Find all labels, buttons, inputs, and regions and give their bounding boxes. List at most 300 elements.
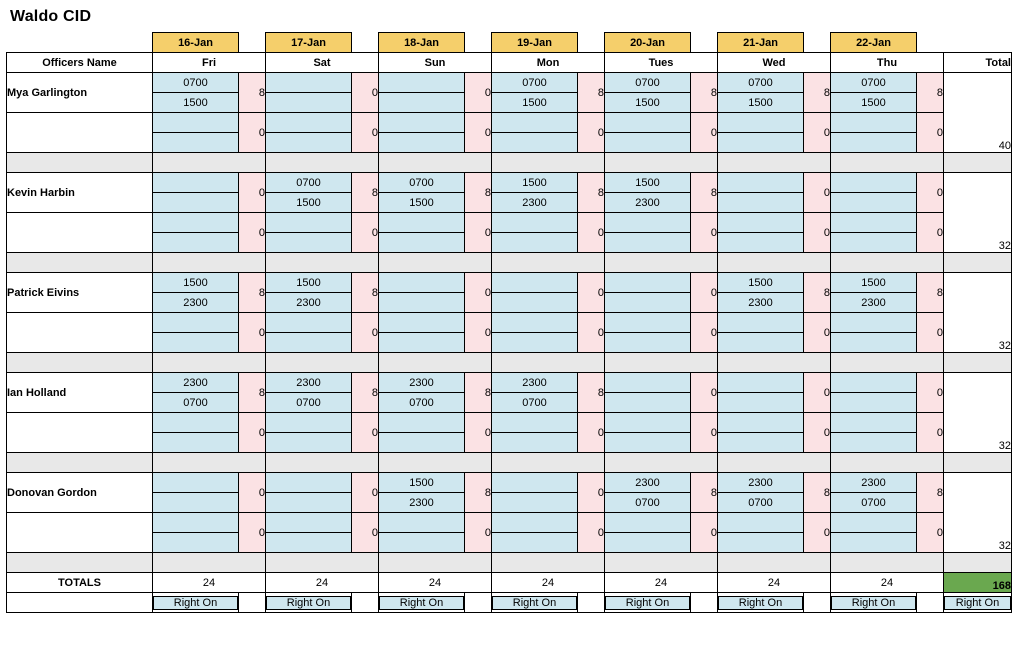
extra-shift-hours: 0 [804, 513, 831, 553]
shift-start[interactable]: 1500 [831, 273, 917, 293]
extra-shift-end[interactable] [266, 133, 352, 153]
shift-start[interactable] [153, 473, 239, 493]
extra-shift-start[interactable] [492, 213, 578, 233]
extra-shift-end[interactable] [492, 133, 578, 153]
shift-end[interactable]: 2300 [492, 193, 578, 213]
separator-cell [831, 353, 944, 373]
shift-hours: 0 [352, 473, 379, 513]
extra-shift-hours: 0 [352, 213, 379, 253]
shift-hours: 0 [804, 173, 831, 213]
extra-shift-hours: 0 [691, 213, 718, 253]
shift-start[interactable]: 0700 [718, 73, 804, 93]
shift-hours: 8 [804, 473, 831, 513]
shift-start[interactable]: 1500 [153, 273, 239, 293]
extra-shift-start[interactable] [266, 213, 352, 233]
shift-end[interactable]: 1500 [718, 93, 804, 113]
separator-name-cell [7, 353, 153, 373]
separator-cell [718, 553, 831, 573]
shift-end[interactable]: 0700 [718, 493, 804, 513]
shift-start[interactable]: 2300 [831, 473, 917, 493]
shift-start[interactable]: 1500 [492, 173, 578, 193]
daily-total-7: 24 [831, 573, 944, 593]
extra-shift-end[interactable] [379, 533, 465, 553]
extra-shift-hours: 0 [691, 113, 718, 153]
officer-name-filler [7, 113, 153, 153]
shift-start[interactable]: 1500 [379, 473, 465, 493]
shift-end[interactable]: 2300 [153, 293, 239, 313]
officer-row-extra-start [7, 413, 1012, 433]
shift-end[interactable] [492, 293, 578, 313]
extra-shift-hours: 0 [691, 413, 718, 453]
officer-name: Donovan Gordon [7, 473, 153, 513]
extra-shift-end[interactable] [379, 233, 465, 253]
extra-shift-end[interactable] [718, 133, 804, 153]
separator-name-cell [7, 253, 153, 273]
extra-shift-start[interactable] [831, 313, 917, 333]
shift-end[interactable] [831, 393, 917, 413]
extra-shift-hours: 0 [465, 413, 492, 453]
status-badge-6: Right On [718, 596, 803, 610]
extra-shift-start[interactable] [379, 313, 465, 333]
officer-row-start [7, 473, 1012, 493]
extra-shift-start[interactable] [266, 113, 352, 133]
shift-start[interactable]: 2300 [605, 473, 691, 493]
shift-start[interactable]: 0700 [831, 73, 917, 93]
officer-total: 32 [944, 173, 1012, 253]
separator-cell [492, 553, 605, 573]
separator-cell [605, 453, 718, 473]
shift-hours: 0 [352, 73, 379, 113]
shift-start[interactable]: 0700 [266, 173, 352, 193]
extra-shift-end[interactable] [831, 333, 917, 353]
shift-hours: 8 [804, 73, 831, 113]
shift-end[interactable] [379, 93, 465, 113]
shift-hours: 8 [578, 373, 605, 413]
extra-shift-start[interactable] [266, 313, 352, 333]
shift-start[interactable] [718, 173, 804, 193]
separator-total-cell [944, 453, 1012, 473]
shift-start[interactable] [266, 473, 352, 493]
date-header-gap-6 [804, 33, 831, 53]
extra-shift-end[interactable] [605, 133, 691, 153]
officer-row-extra-end [7, 233, 1012, 253]
status-row [7, 593, 1012, 613]
shift-hours: 8 [917, 473, 944, 513]
shift-end[interactable]: 1500 [831, 93, 917, 113]
extra-shift-end[interactable] [266, 433, 352, 453]
extra-shift-end[interactable] [718, 233, 804, 253]
row-separator [7, 353, 1012, 373]
grand-total: 168 [944, 573, 1012, 593]
extra-shift-end[interactable] [831, 233, 917, 253]
extra-shift-start[interactable] [379, 413, 465, 433]
separator-cell [605, 353, 718, 373]
extra-shift-hours: 0 [804, 113, 831, 153]
extra-shift-hours: 0 [465, 513, 492, 553]
officer-row-start [7, 373, 1012, 393]
extra-shift-end[interactable] [153, 533, 239, 553]
extra-shift-end[interactable] [492, 333, 578, 353]
shift-hours: 8 [239, 373, 266, 413]
extra-shift-start[interactable] [605, 313, 691, 333]
extra-shift-hours: 0 [239, 413, 266, 453]
officer-name-filler [7, 413, 153, 453]
status-wrap-1 [153, 593, 239, 613]
extra-shift-start[interactable] [831, 113, 917, 133]
shift-hours: 8 [691, 173, 718, 213]
officer-row-start [7, 73, 1012, 93]
extra-shift-start[interactable] [718, 313, 804, 333]
extra-shift-end[interactable] [379, 333, 465, 353]
extra-shift-start[interactable] [605, 513, 691, 533]
shift-hours: 8 [578, 173, 605, 213]
separator-total-cell [944, 253, 1012, 273]
shift-end[interactable]: 0700 [153, 393, 239, 413]
separator-cell [605, 153, 718, 173]
shift-start[interactable]: 0700 [492, 73, 578, 93]
shift-start[interactable]: 1500 [605, 173, 691, 193]
extra-shift-hours: 0 [578, 413, 605, 453]
extra-shift-hours: 0 [465, 313, 492, 353]
daily-total-4: 24 [492, 573, 605, 593]
extra-shift-hours: 0 [917, 413, 944, 453]
shift-end[interactable] [153, 193, 239, 213]
shift-end[interactable] [266, 93, 352, 113]
officer-name: Patrick Eivins [7, 273, 153, 313]
separator-cell [492, 153, 605, 173]
separator-cell [831, 453, 944, 473]
shift-start[interactable]: 2300 [266, 373, 352, 393]
shift-hours: 8 [352, 273, 379, 313]
shift-hours: 0 [691, 373, 718, 413]
separator-cell [831, 153, 944, 173]
extra-shift-start[interactable] [605, 113, 691, 133]
extra-shift-hours: 0 [239, 313, 266, 353]
shift-start[interactable]: 1500 [266, 273, 352, 293]
shift-start[interactable]: 0700 [605, 73, 691, 93]
shift-end[interactable]: 2300 [605, 193, 691, 213]
extra-shift-start[interactable] [605, 213, 691, 233]
header-day-4: Mon [492, 53, 605, 73]
extra-shift-end[interactable] [153, 433, 239, 453]
extra-shift-start[interactable] [266, 513, 352, 533]
shift-end[interactable]: 2300 [831, 293, 917, 313]
separator-cell [266, 353, 379, 373]
extra-shift-start[interactable] [718, 213, 804, 233]
extra-shift-hours: 0 [239, 213, 266, 253]
shift-end[interactable] [831, 193, 917, 213]
extra-shift-start[interactable] [492, 513, 578, 533]
extra-shift-end[interactable] [379, 133, 465, 153]
separator-cell [153, 353, 266, 373]
shift-end[interactable]: 0700 [492, 393, 578, 413]
shift-hours: 0 [917, 373, 944, 413]
shift-end[interactable]: 1500 [492, 93, 578, 113]
extra-shift-hours: 0 [804, 313, 831, 353]
extra-shift-hours: 0 [691, 313, 718, 353]
extra-shift-end[interactable] [153, 133, 239, 153]
date-header-spacer [7, 33, 153, 53]
extra-shift-start[interactable] [831, 413, 917, 433]
shift-start[interactable]: 0700 [153, 73, 239, 93]
officer-row-start [7, 173, 1012, 193]
separator-cell [266, 153, 379, 173]
shift-end[interactable] [605, 393, 691, 413]
extra-shift-hours: 0 [239, 513, 266, 553]
separator-cell [605, 253, 718, 273]
status-row-spacer [7, 593, 153, 613]
shift-end[interactable] [718, 393, 804, 413]
status-badge-7: Right On [831, 596, 916, 610]
extra-shift-start[interactable] [379, 513, 465, 533]
extra-shift-end[interactable] [492, 233, 578, 253]
shift-end[interactable]: 1500 [153, 93, 239, 113]
shift-hours: 8 [239, 273, 266, 313]
shift-hours: 0 [465, 273, 492, 313]
status-badge-5: Right On [605, 596, 690, 610]
shift-hours: 8 [352, 373, 379, 413]
shift-end[interactable] [605, 293, 691, 313]
totals-row [7, 573, 1012, 593]
shift-end[interactable] [492, 493, 578, 513]
date-header-gap-7 [917, 33, 944, 53]
shift-start[interactable] [379, 73, 465, 93]
officer-name-filler [7, 213, 153, 253]
date-header-4: 19-Jan [492, 33, 578, 53]
extra-shift-start[interactable] [153, 213, 239, 233]
shift-start[interactable]: 2300 [718, 473, 804, 493]
separator-name-cell [7, 453, 153, 473]
header-total: Total [944, 53, 1012, 73]
extra-shift-start[interactable] [492, 313, 578, 333]
shift-end[interactable]: 1500 [266, 193, 352, 213]
officer-row-end [7, 93, 1012, 113]
shift-start[interactable] [153, 173, 239, 193]
separator-cell [266, 553, 379, 573]
shift-start[interactable] [831, 173, 917, 193]
date-header-5: 20-Jan [605, 33, 691, 53]
extra-shift-end[interactable] [153, 333, 239, 353]
extra-shift-start[interactable] [379, 213, 465, 233]
column-header-row [7, 53, 1012, 73]
officer-row-extra-start [7, 313, 1012, 333]
separator-total-cell [944, 353, 1012, 373]
officer-total: 40 [944, 73, 1012, 153]
shift-start[interactable]: 1500 [718, 273, 804, 293]
officer-total: 32 [944, 473, 1012, 553]
separator-cell [379, 553, 492, 573]
separator-cell [831, 253, 944, 273]
separator-name-cell [7, 553, 153, 573]
date-header-1: 16-Jan [153, 33, 239, 53]
shift-end[interactable]: 2300 [266, 293, 352, 313]
officer-name-filler [7, 313, 153, 353]
status-gap-3 [465, 593, 492, 613]
extra-shift-end[interactable] [492, 433, 578, 453]
daily-total-2: 24 [266, 573, 379, 593]
officer-name: Kevin Harbin [7, 173, 153, 213]
shift-hours: 8 [917, 273, 944, 313]
shift-hours: 8 [352, 173, 379, 213]
separator-cell [153, 253, 266, 273]
extra-shift-start[interactable] [718, 413, 804, 433]
extra-shift-start[interactable] [718, 113, 804, 133]
shift-end[interactable]: 2300 [379, 493, 465, 513]
status-gap-2 [352, 593, 379, 613]
shift-hours: 8 [465, 373, 492, 413]
shift-start[interactable]: 2300 [153, 373, 239, 393]
status-gap-5 [691, 593, 718, 613]
shift-hours: 0 [917, 173, 944, 213]
header-day-1: Fri [153, 53, 266, 73]
extra-shift-end[interactable] [605, 533, 691, 553]
extra-shift-hours: 0 [578, 113, 605, 153]
officer-name-filler [7, 513, 153, 553]
status-wrap-5 [605, 593, 691, 613]
status-gap-1 [239, 593, 266, 613]
extra-shift-start[interactable] [718, 513, 804, 533]
extra-shift-hours: 0 [917, 513, 944, 553]
shift-hours: 8 [578, 73, 605, 113]
date-header-3: 18-Jan [379, 33, 465, 53]
shift-end[interactable]: 1500 [379, 193, 465, 213]
extra-shift-end[interactable] [831, 133, 917, 153]
shift-end[interactable] [266, 493, 352, 513]
status-gap-4 [578, 593, 605, 613]
extra-shift-end[interactable] [718, 533, 804, 553]
shift-start[interactable] [379, 273, 465, 293]
extra-shift-end[interactable] [718, 433, 804, 453]
extra-shift-start[interactable] [153, 313, 239, 333]
shift-start[interactable] [605, 373, 691, 393]
shift-end[interactable]: 0700 [266, 393, 352, 413]
separator-name-cell [7, 153, 153, 173]
extra-shift-start[interactable] [266, 413, 352, 433]
shift-end[interactable] [718, 193, 804, 213]
extra-shift-end[interactable] [266, 333, 352, 353]
separator-cell [492, 253, 605, 273]
officer-row-end [7, 393, 1012, 413]
date-header-7: 22-Jan [831, 33, 917, 53]
extra-shift-end[interactable] [266, 233, 352, 253]
shift-hours: 8 [691, 473, 718, 513]
shift-end[interactable]: 2300 [718, 293, 804, 313]
extra-shift-end[interactable] [605, 333, 691, 353]
shift-hours: 0 [465, 73, 492, 113]
shift-hours: 8 [239, 73, 266, 113]
extra-shift-start[interactable] [492, 413, 578, 433]
shift-hours: 8 [465, 173, 492, 213]
shift-end[interactable]: 0700 [379, 393, 465, 413]
header-day-2: Sat [266, 53, 379, 73]
shift-hours: 0 [578, 473, 605, 513]
separator-cell [379, 353, 492, 373]
extra-shift-end[interactable] [492, 533, 578, 553]
shift-start[interactable] [492, 273, 578, 293]
header-day-6: Wed [718, 53, 831, 73]
officer-total: 32 [944, 373, 1012, 453]
shift-end[interactable] [153, 493, 239, 513]
extra-shift-end[interactable] [605, 233, 691, 253]
extra-shift-hours: 0 [691, 513, 718, 553]
officer-row-extra-end [7, 133, 1012, 153]
status-badge-total: Right On [944, 596, 1011, 610]
extra-shift-hours: 0 [578, 213, 605, 253]
separator-cell [718, 253, 831, 273]
extra-shift-end[interactable] [718, 333, 804, 353]
shift-start[interactable] [605, 273, 691, 293]
status-wrap-4 [492, 593, 578, 613]
separator-cell [492, 453, 605, 473]
shift-start[interactable] [831, 373, 917, 393]
extra-shift-start[interactable] [831, 513, 917, 533]
shift-start[interactable]: 0700 [379, 173, 465, 193]
extra-shift-hours: 0 [352, 413, 379, 453]
shift-end[interactable] [379, 293, 465, 313]
officer-row-extra-start [7, 113, 1012, 133]
extra-shift-start[interactable] [153, 513, 239, 533]
shift-start[interactable] [492, 473, 578, 493]
separator-cell [379, 153, 492, 173]
shift-end[interactable]: 0700 [831, 493, 917, 513]
separator-total-cell [944, 553, 1012, 573]
separator-cell [831, 553, 944, 573]
extra-shift-start[interactable] [153, 113, 239, 133]
shift-start[interactable]: 2300 [492, 373, 578, 393]
shift-hours: 8 [804, 273, 831, 313]
extra-shift-hours: 0 [352, 513, 379, 553]
extra-shift-hours: 0 [352, 313, 379, 353]
status-badge-3: Right On [379, 596, 464, 610]
shift-start[interactable] [266, 73, 352, 93]
extra-shift-start[interactable] [492, 113, 578, 133]
separator-cell [266, 453, 379, 473]
extra-shift-start[interactable] [605, 413, 691, 433]
separator-cell [718, 353, 831, 373]
page-title: Waldo CID [10, 8, 92, 25]
extra-shift-end[interactable] [153, 233, 239, 253]
extra-shift-end[interactable] [831, 433, 917, 453]
officer-row-extra-end [7, 433, 1012, 453]
extra-shift-hours: 0 [578, 313, 605, 353]
extra-shift-start[interactable] [831, 213, 917, 233]
totals-label: TOTALS [7, 573, 153, 593]
extra-shift-end[interactable] [379, 433, 465, 453]
extra-shift-end[interactable] [266, 533, 352, 553]
status-gap-6 [804, 593, 831, 613]
separator-cell [718, 453, 831, 473]
status-wrap-3 [379, 593, 465, 613]
status-total-wrap [944, 593, 1012, 613]
daily-total-6: 24 [718, 573, 831, 593]
extra-shift-hours: 0 [578, 513, 605, 553]
header-officers-name: Officers Name [7, 53, 153, 73]
shift-hours: 0 [578, 273, 605, 313]
shift-start[interactable]: 2300 [379, 373, 465, 393]
extra-shift-start[interactable] [153, 413, 239, 433]
shift-end[interactable]: 1500 [605, 93, 691, 113]
shift-end[interactable]: 0700 [605, 493, 691, 513]
extra-shift-end[interactable] [831, 533, 917, 553]
extra-shift-end[interactable] [605, 433, 691, 453]
extra-shift-start[interactable] [379, 113, 465, 133]
date-header-gap-4 [578, 33, 605, 53]
date-header-gap-1 [239, 33, 266, 53]
status-gap-7 [917, 593, 944, 613]
status-badge-4: Right On [492, 596, 577, 610]
shift-hours: 8 [465, 473, 492, 513]
shift-start[interactable] [718, 373, 804, 393]
